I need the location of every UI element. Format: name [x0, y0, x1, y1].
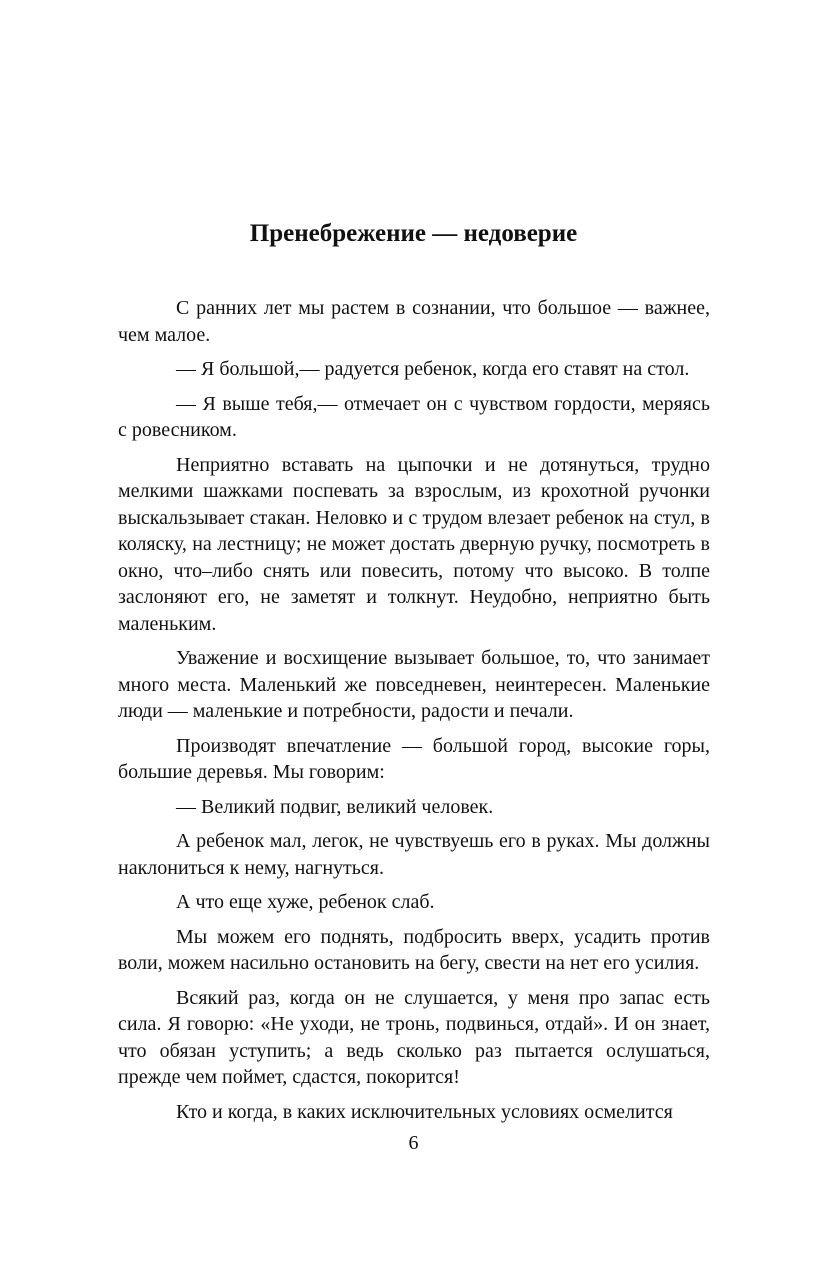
chapter-body — [118, 295, 710, 1133]
paragraph: — Я большой,— радуется ребенок, когда его ставят на стол. — [176, 358, 690, 380]
paragraph: — Великий подвиг, великий человек. — [176, 795, 494, 818]
paragraph: А что еще хуже, ребенок слаб. — [176, 891, 435, 913]
paragraph: Производят впечатление — большой город, высокие горы, большие деревья. Мы говорим: — [118, 734, 710, 783]
chapter-title: Пренебрежение — недоверие — [249, 220, 578, 247]
paragraph: Неприятно вставать на цыпочки и не дотянуться, трудно мелкими шажками поспевать за взрослым, из крохотной ручонки выскальзывает стакан. Неловко и с трудом влезает ребенок на стул, в коляску, на лестницу; не может достать дверную ручку, посмотреть в окно, что–либо снять или повесить, потому что высоко. В толпе заслоняют его, не заметят и толкнут. Неудобно, неприятно быть маленьким. — [118, 453, 710, 635]
paragraph: А ребенок мал, легок, не чувствуешь его в руках. Мы должны наклониться к нему, нагнуться. — [118, 830, 710, 879]
paragraph-continued: Кто и когда, в каких исключительных условиях осмелится — [176, 1100, 673, 1123]
page-number: 6 — [408, 1132, 419, 1154]
paragraph: — Я выше тебя,— отмечает он с чувством гордости, меряясь с ровесником. — [118, 392, 710, 441]
paragraph: С ранних лет мы растем в сознании, что большое — важнее, чем малое. — [118, 297, 710, 346]
paragraph: Мы можем его поднять, подбросить вверх, усадить против воли, можем насильно остановить на бегу, свести на нет его усилия. — [118, 925, 710, 974]
paragraph: Уважение и восхищение вызывает большое, то, что занимает много места. Маленький же повседневен, неинтересен. Маленькие люди — маленькие и потребности, радости и печали. — [118, 647, 710, 722]
paragraph: Всякий раз, когда он не слушается, у меня про запас есть сила. Я говорю: «Не уходи, не тронь, подвинься, отдай». И он знает, что обязан уступить; а ведь сколько раз пытается ослушаться, прежде чем поймет, сдастся, покорится! — [118, 986, 710, 1088]
